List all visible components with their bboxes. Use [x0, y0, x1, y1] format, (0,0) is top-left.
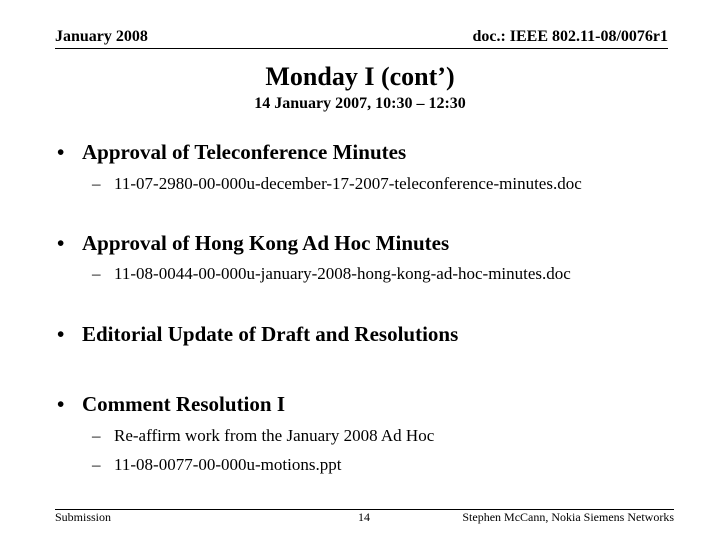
sub-item-text: 11-08-0044-00-000u-january-2008-hong-kong-ad-hoc-minutes.doc — [114, 264, 571, 283]
sub-item-text: 11-07-2980-00-000u-december-17-2007-teleconference-minutes.doc — [114, 174, 582, 193]
bullet-icon: • — [57, 140, 65, 164]
bullet-text: Editorial Update of Draft and Resolutions — [82, 322, 459, 346]
sub-item — [92, 426, 434, 446]
sub-item — [92, 174, 582, 194]
dash-icon: – — [92, 455, 101, 474]
bullet-item — [57, 140, 406, 165]
footer-author: Stephen McCann, Nokia Siemens Networks — [462, 510, 674, 524]
bullet-icon: • — [57, 392, 65, 416]
page-number: 14 — [358, 510, 370, 524]
header-divider — [55, 48, 668, 49]
bullet-text: Comment Resolution I — [82, 392, 285, 416]
bullet-item — [57, 231, 449, 256]
slide-subtitle: 14 January 2007, 10:30 – 12:30 — [254, 95, 466, 112]
slide-title: Monday I (cont’) — [265, 62, 455, 91]
bullet-icon: • — [57, 231, 65, 255]
sub-item — [92, 455, 341, 475]
bullet-item — [57, 322, 458, 347]
dash-icon: – — [92, 426, 101, 445]
bullet-text: Approval of Hong Kong Ad Hoc Minutes — [82, 231, 450, 255]
bullet-icon: • — [57, 322, 65, 346]
sub-item — [92, 264, 571, 284]
sub-item-text: 11-08-0077-00-000u-motions.ppt — [114, 455, 342, 474]
bullet-item — [57, 392, 285, 417]
sub-item-text: Re-affirm work from the January 2008 Ad Hoc — [114, 426, 435, 445]
footer-submission: Submission — [55, 510, 112, 524]
header-doc-id: doc.: IEEE 802.11-08/0076r1 — [472, 28, 668, 45]
bullet-text: Approval of Teleconference Minutes — [82, 140, 407, 164]
dash-icon: – — [92, 264, 101, 283]
dash-icon: – — [92, 174, 101, 193]
header-date: January 2008 — [55, 28, 148, 45]
